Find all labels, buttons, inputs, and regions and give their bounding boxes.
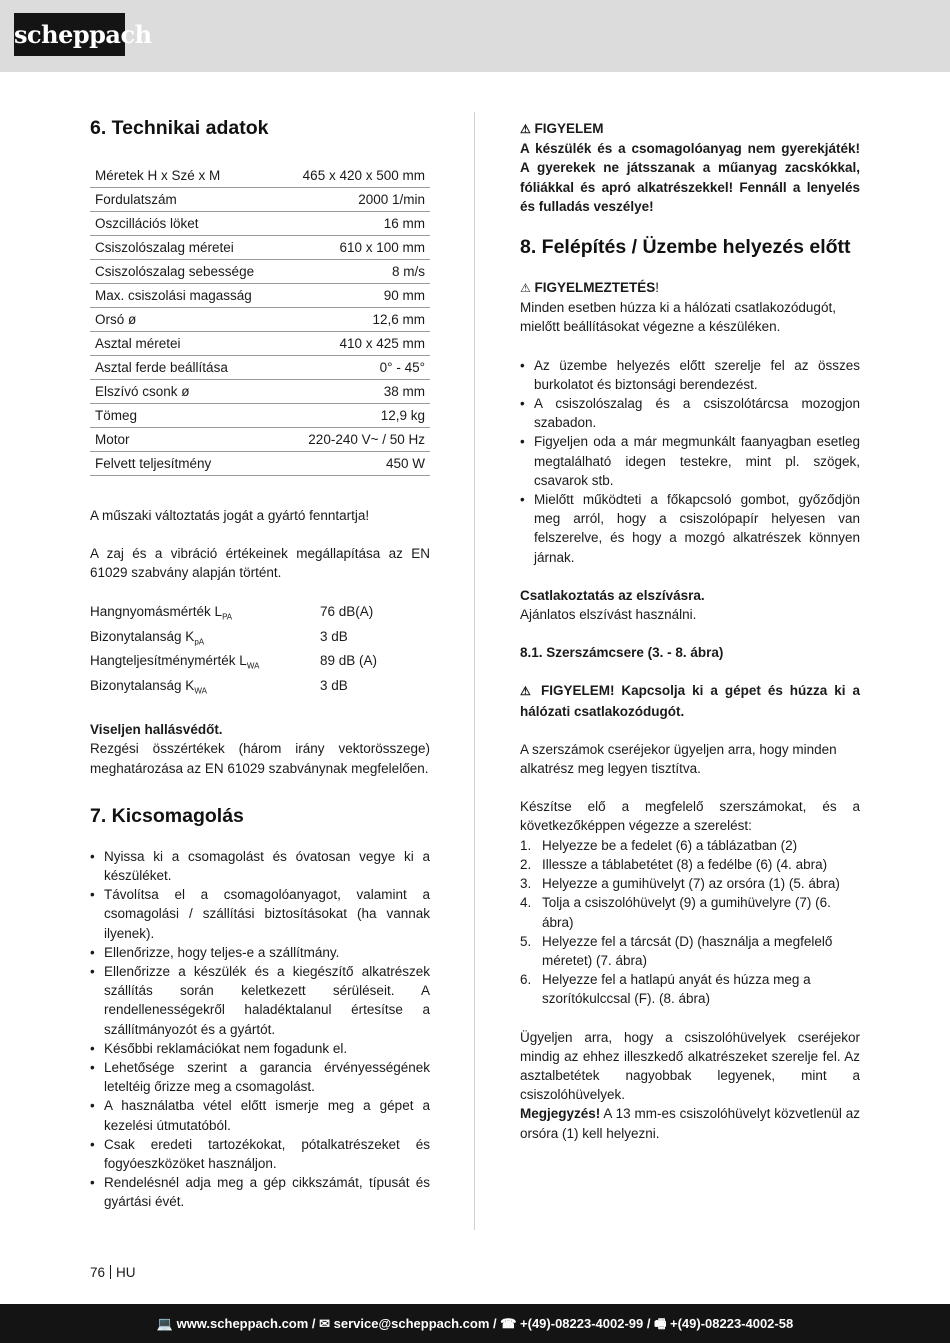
noise-label: Bizonytalanság $K_{pA}$	[90, 628, 205, 647]
note-label: Megjegyzés!	[520, 1106, 601, 1122]
spec-label: Motor	[90, 428, 281, 452]
list-item: • Távolítsa el a csomagolóanyagot, valamint a csomagolási / szállítási biztosításokat (ha vannak ilyenek).	[90, 885, 430, 943]
list-item: • Csak eredeti tartozékokat, pótalkatrészeket és fogyóeszközöket használjon.	[90, 1135, 430, 1173]
step-number: 1.	[520, 837, 532, 853]
noise-value: 3 dB	[320, 678, 348, 694]
warning-3-text: FIGYELEM! Kapcsolja ki a gépet és húzza ki a hálózati csatlakozódugót.	[520, 683, 860, 719]
spec-value: 12,6 mm	[281, 308, 430, 332]
step-number: 2.	[520, 856, 532, 872]
step-number: 5.	[520, 933, 532, 949]
spec-value: 2000 1/min	[281, 188, 430, 212]
setup-list	[520, 356, 860, 567]
vibration-note: Rezgési összértékek (három irány vektorösszege) meghatározása az EN 61029 szabványnak megfelelően.	[90, 741, 430, 776]
noise-label: Hangteljesítménymérték $L_{WA}$	[90, 653, 260, 672]
noise-label: Hangnyomásmérték $L_{PA}$	[90, 603, 233, 622]
spec-value: 0° - 45°	[281, 356, 430, 380]
spec-row	[90, 188, 430, 212]
list-item: • A csiszolószalag és a csiszolótárcsa mozogjon szabadon.	[520, 394, 860, 432]
page-number	[90, 1265, 136, 1280]
hearing-protection: Viseljen hallásvédőt.	[90, 722, 223, 738]
warning-icon: ⚠	[520, 281, 531, 296]
assembly-step	[520, 874, 860, 893]
section-7-title: 7. Kicsomagolás	[90, 804, 244, 827]
noise-value: 76 dB(A)	[320, 603, 374, 619]
spec-row	[90, 260, 430, 284]
spec-table	[90, 164, 430, 476]
spec-value: 16 mm	[281, 212, 430, 236]
spec-label: Orsó ø	[90, 308, 281, 332]
right-column: ⚠ FIGYELEM A készülék és a csomagolóanyag nem gyerekjáték! A gyerekek ne játsszanak a műanyag zacskókkal, fóliákkal és apró alkatrészekkel! Fennáll a lenyelés és fulladás veszélye! 8. Felépítés / Üzembe helyezés előtt ⚠ FIGYELMEZTETÉS! Minden esetben húzza ki a hálózati csatlakozódugót, mielőtt beállításokat végezne a készüléken. • Az üzembe helyezés előtt szerelje fel az összes burkolatot és biztonsági berendezést. • A csiszolószalag és a csiszolótárcsa mozogjon szabadon. • Figyeljen oda a már megmunkált faanyagban esetleg megtalálható idegen testekre, mint pl. szögek, csavarok stb. • Mielőtt működteti a főkapcsoló gombot, győződjön meg arról, hogy a csiszolópapír helyesen van felszerelve, és hogy a mozgó alkatrészek könnyen járnak. Csatlakoztatás az elszívásra. Ajánlatos elszívást használni. 8.1. Szerszámcsere (3. - 8. ábra) ⚠ FIGYELEM! Kapcsolja ki a gépet és húzza ki a hálózati csatlakozódugót. A szerszámok cseréjekor ügyeljen arra, hogy minden alkatrész meg legyen tisztítva. Készítse elő a megfelelő szerszámokat, és a következőképpen végezze a szerelést: 1. Helyezze be a fedelet (6) a táblázatban (2) 2. Illessze a táblabetétet (8) a fedélbe (6) (4. abra) 3. Helyezze a gumihüvelyt (7) az orsóra (1) (5. ábra) 4. Tolja a csiszolóhüvelyt (9) a gumihüvelyre (7) (6. ábra) 5. Helyezze fel a tárcsát (D) (használja a megfelelő méretet) (7. ábra) 6. Helyezze fel a hatlapú anyát és húzza meg a szorítókulccsal (F). (8. ábra) Ügyeljen arra, hogy a csiszolóhüvelyek cseréjekor mindig az ehhez illeszkedő alkatrészeket szerelje fel. Az asztalbetétek nagyobbak legyenek, mint a csiszolóhüvelyek. Megjegyzés! A 13 mm-es csiszolóhüvelyt közvetlenül az orsóra (1) kell helyezni.	[520, 112, 860, 1143]
noise-value: 89 dB (A)	[320, 653, 378, 669]
spec-row	[90, 356, 430, 380]
spec-row	[90, 428, 430, 452]
step-text: Helyezze be a fedelet (6) a táblázatban (2)	[542, 837, 798, 853]
changes-note: A műszaki változtatás jogát a gyártó fenntartja!	[90, 508, 370, 523]
step-text: Helyezze fel a tárcsát (D) (használja a megfelelő méretet) (7. ábra)	[542, 933, 833, 968]
spec-label: Fordulatszám	[90, 188, 281, 212]
list-item: • Nyissa ki a csomagolást és óvatosan vegye ki a készüléket.	[90, 847, 430, 885]
spec-row	[90, 308, 430, 332]
spec-label: Max. csiszolási magasság	[90, 284, 281, 308]
list-item: • A használatba vétel előtt ismerje meg a gépet a kezelési útmutatóból.	[90, 1096, 430, 1134]
step-number: 6.	[520, 972, 532, 988]
warning-icon: ⚠	[520, 684, 534, 699]
spec-row	[90, 284, 430, 308]
noise-intro: A zaj és a vibráció értékeinek megállapítása az EN 61029 szabvány alapján történt.	[90, 546, 430, 581]
scheppach-logo: scheppach	[14, 13, 125, 56]
list-item: • Mielőtt működteti a főkapcsoló gombot, győződjön meg arról, hogy a csiszolópapír helyesen van felszerelve, és hogy a mozgó alkatrészek könnyen járnak.	[520, 490, 860, 567]
spec-label: Csiszolószalag méretei	[90, 236, 281, 260]
spec-label: Méretek H x Szé x M	[90, 164, 281, 188]
list-item: • Ellenőrizze a készülék és a kiegészítő alkatrészek szállítás során keletkezett sérüléseit. A rendellenességekről haladéktalanul értesítse a szállítmányozót és a gyártót.	[90, 962, 430, 1039]
warning-icon: ⚠	[520, 122, 531, 136]
list-item: • Ellenőrizze, hogy teljes-e a szállítmány.	[90, 943, 430, 962]
section-8-title: 8. Felépítés / Üzembe helyezés előtt	[520, 236, 851, 259]
list-item: • Figyeljen oda a már megmunkált faanyagban esetleg megtalálható idegen testekre, mint pl. szögek, csavarok stb.	[520, 432, 860, 490]
assembly-steps	[520, 836, 860, 1009]
spec-row	[90, 332, 430, 356]
warning-1-text: A készülék és a csomagolóanyag nem gyerekjáték! A gyerekek ne játsszanak a műanyag zacskókkal, fóliákkal és apró alkatrészekkel! Fennáll a lenyelés és fulladás veszélye!	[520, 141, 860, 214]
list-item: • Rendelésnél adja meg a gép cikkszámát, típusát és gyártási évét.	[90, 1173, 430, 1211]
spec-value: 465 x 420 x 500 mm	[281, 164, 430, 188]
left-column	[90, 112, 430, 1212]
page-footer	[0, 1304, 950, 1343]
spec-value: 38 mm	[281, 380, 430, 404]
step-text: Helyezze fel a hatlapú anyát és húzza meg a szorítókulccsal (F). (8. ábra)	[542, 972, 811, 1007]
list-item: • Az üzembe helyezés előtt szerelje fel az összes burkolatot és biztonsági berendezést.	[520, 356, 860, 394]
spec-label: Asztal ferde beállítása	[90, 356, 281, 380]
spec-label: Csiszolószalag sebessége	[90, 260, 281, 284]
sleeves-note: Ügyeljen arra, hogy a csiszolóhüvelyek cseréjekor mindig az ehhez illeszkedő alkatrészeket szerelje fel. Az asztalbetétek nagyobbak legyenek, mint a csiszolóhüvelyek.	[520, 1029, 860, 1103]
spec-label: Asztal méretei	[90, 332, 281, 356]
warning-1-title: FIGYELEM	[534, 121, 604, 136]
column-divider	[474, 112, 475, 1230]
list-item: • Későbbi reklamációkat nem fogadunk el.	[90, 1039, 430, 1058]
assembly-step	[520, 893, 860, 931]
warning-2-text: Minden esetben húzza ki a hálózati csatlakozódugót, mielőtt beállításokat végezne a készüléken.	[520, 300, 836, 335]
spec-label: Tömeg	[90, 404, 281, 428]
step-text: Helyezze a gumihüvelyt (7) az orsóra (1) (5. ábra)	[542, 876, 840, 892]
spec-label: Felvett teljesítmény	[90, 452, 281, 476]
extraction-text: Ajánlatos elszívást használni.	[520, 607, 697, 623]
clean-note: A szerszámok cseréjekor ügyeljen arra, hogy minden alkatrész meg legyen tisztítva.	[520, 741, 837, 777]
step-text: Illessze a táblabetétet (8) a fedélbe (6) (4. abra)	[542, 856, 828, 872]
page-number-value: 76	[90, 1265, 106, 1280]
noise-values	[90, 602, 430, 702]
spec-value: 8 m/s	[281, 260, 430, 284]
noise-label: Bizonytalanság $K_{WA}$	[90, 678, 207, 696]
spec-value: 450 W	[281, 452, 430, 476]
footer-contact: 💻 www.scheppach.com / ✉ service@scheppach.com / ☎ +(49)-08223-4002-99 / 🖷 +(49)-08223-4002-58	[156, 1316, 794, 1331]
assembly-step	[520, 970, 860, 1008]
step-number: 3.	[520, 876, 532, 892]
list-item: • Lehetősége szerint a garancia érvényességének leteltéig őrizze meg a csomagolást.	[90, 1058, 430, 1096]
assembly-step	[520, 836, 860, 855]
prepare-note: Készítse elő a megfelelő szerszámokat, és a következőképpen végezze a szerelést:	[520, 799, 860, 834]
spec-value: 12,9 kg	[281, 404, 430, 428]
spec-value: 90 mm	[281, 284, 430, 308]
spec-value: 410 x 425 mm	[281, 332, 430, 356]
note-text: A 13 mm-es csiszolóhüvelyt közvetlenül az orsóra (1) kell helyezni.	[520, 1106, 860, 1141]
spec-label: Oszcillációs löket	[90, 212, 281, 236]
spec-row	[90, 452, 430, 476]
warning-2-title: FIGYELMEZTETÉS	[534, 280, 656, 296]
spec-value: 610 x 100 mm	[281, 236, 430, 260]
spec-row	[90, 380, 430, 404]
spec-row	[90, 212, 430, 236]
noise-value: 3 dB	[320, 628, 348, 644]
page-header	[0, 0, 950, 72]
spec-row	[90, 164, 430, 188]
step-text: Tolja a csiszolóhüvelyt (9) a gumihüvelyre (7) (6. ábra)	[542, 895, 831, 930]
unpacking-list	[90, 847, 430, 1212]
section-8-1-title: 8.1. Szerszámcsere (3. - 8. ábra)	[520, 645, 724, 661]
assembly-step	[520, 855, 860, 874]
spec-row	[90, 404, 430, 428]
step-number: 4.	[520, 895, 532, 911]
assembly-step	[520, 932, 860, 970]
section-6-title: 6. Technikai adatok	[90, 117, 269, 139]
spec-label: Elszívó csonk ø	[90, 380, 281, 404]
spec-row	[90, 236, 430, 260]
extraction-title: Csatlakoztatás az elszívásra.	[520, 587, 705, 603]
spec-value: 220-240 V~ / 50 Hz	[281, 428, 430, 452]
page-language: HU	[116, 1265, 136, 1280]
